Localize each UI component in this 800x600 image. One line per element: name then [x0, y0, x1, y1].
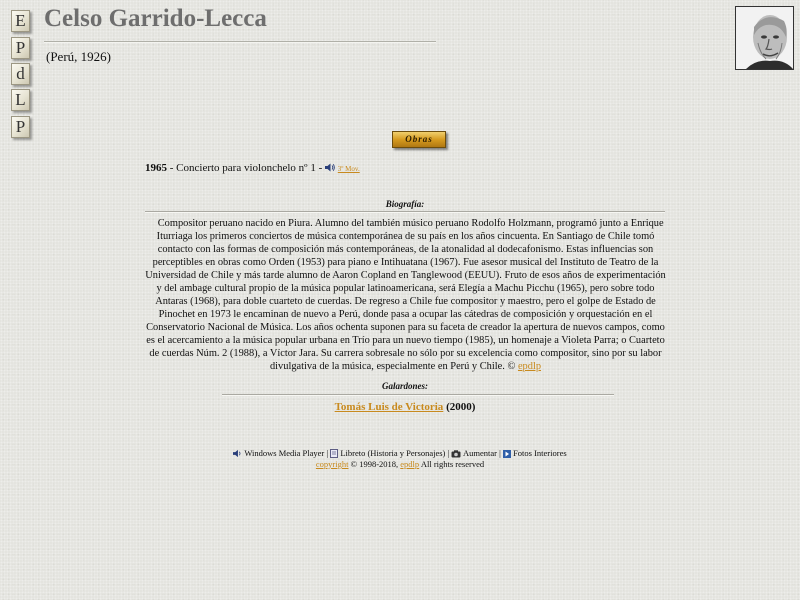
speaker-icon[interactable]	[325, 163, 335, 172]
book-icon	[330, 449, 338, 458]
biography-source-link[interactable]: epdlp	[517, 361, 542, 372]
award-item	[145, 401, 665, 413]
composer-portrait	[735, 6, 794, 70]
copyright-rights: All rights reserved	[419, 459, 485, 469]
title-divider	[44, 41, 436, 43]
footer-copyright	[0, 459, 800, 470]
footer-fotos[interactable]: Fotos Interiores	[513, 448, 567, 458]
awards-divider	[222, 394, 614, 396]
copyright-years: © 1998-2018,	[348, 459, 401, 469]
obras-button-label: Obras	[405, 134, 433, 144]
nav-tile-e[interactable]: E	[11, 10, 30, 32]
portrait-image	[736, 7, 793, 69]
award-year: (2000)	[443, 401, 476, 413]
copyright-link[interactable]: copyright	[315, 459, 349, 469]
work-separator: -	[167, 162, 177, 174]
awards-heading: Galardones:	[381, 381, 428, 391]
work-description: Concierto para violonchelo nº 1	[176, 162, 316, 174]
epdlp-link[interactable]: epdlp	[400, 459, 420, 469]
footer-sep: |	[496, 448, 503, 458]
footer-libreto[interactable]: Libreto (Historia y Personajes)	[340, 448, 446, 458]
biography-copyright: ©	[504, 361, 518, 372]
footer-sep: |	[324, 448, 331, 458]
nav-tile-p2[interactable]: P	[11, 116, 30, 138]
biography-divider	[145, 211, 665, 213]
speaker-icon	[233, 449, 242, 458]
footer-sep: |	[445, 448, 452, 458]
work-year: 1965	[145, 162, 167, 174]
biography-body: Compositor peruano nacido en Piura. Alumno del también músico peruano Rodolfo Holzmann, programó junto a Enrique Iturriaga los primeros conciertos de música contemporánea de su país en los años cincuenta. En Santiago de Chile tomó contacto con las formas de composición más contemporáneas, de la atonalidad al dodecafonismo. Estas influencias son perceptibles en obras como Orden (1953) para piano e Intihuatana (1967). Fue asesor musical del Instituto de Teatro de la Universidad de Chile y más tarde alumno de Aaron Copland en Tanglewood (EEUU). Fruto de esos años de experimentación y del ambage cultural propio de la música popular latinoamericana, será Elegía a Machu Picchu (1965), pero sobre todo Antaras (1968), para doble cuarteto de cuerdas. De regreso a Chile fue compositor y maestro, pero el golpe de Estado de Pinochet en 1973 le encaminan de nuevo a Perú, donde pasa a ocupar las cátedras de composición y orquestación en el Conservatorio Nacional de Música. Los años ochenta suponen para su faceta de creador la apertura de nuevos campos, como es el acercamiento a la música popular urbana en Trío para un nuevo tiempo (1985), un homenaje a Violeta Parra; o Cuarteto de cuerdas Núm. 2 (1988), a Víctor Jara. Su carrera sobresale no sólo por su excelencia como compositor, sino por su labor divulgativa de la música, especialmente en Perú y Chile.	[145, 218, 666, 372]
obras-button[interactable]	[392, 131, 446, 148]
nav-tile-d[interactable]: d	[11, 63, 30, 85]
page-title: Celso Garrido-Lecca	[44, 5, 267, 32]
camera-icon	[451, 450, 461, 458]
movement-audio-link[interactable]: 3º Mov.	[337, 165, 360, 173]
work-separator-2: -	[315, 162, 325, 174]
biography-heading: Biografía:	[385, 199, 425, 209]
award-link[interactable]: Tomás Luis de Victoria	[334, 401, 444, 413]
nav-tile-p[interactable]: P	[11, 37, 30, 59]
work-entry	[145, 162, 360, 174]
page-subtitle: (Perú, 1926)	[46, 49, 111, 64]
photo-icon	[503, 450, 511, 458]
footer-links	[0, 448, 800, 459]
nav-tile-l[interactable]: L	[11, 89, 30, 111]
footer-aumentar[interactable]: Aumentar	[462, 448, 497, 458]
footer-media-player[interactable]: Windows Media Player	[244, 448, 325, 458]
biography-text	[144, 217, 667, 373]
